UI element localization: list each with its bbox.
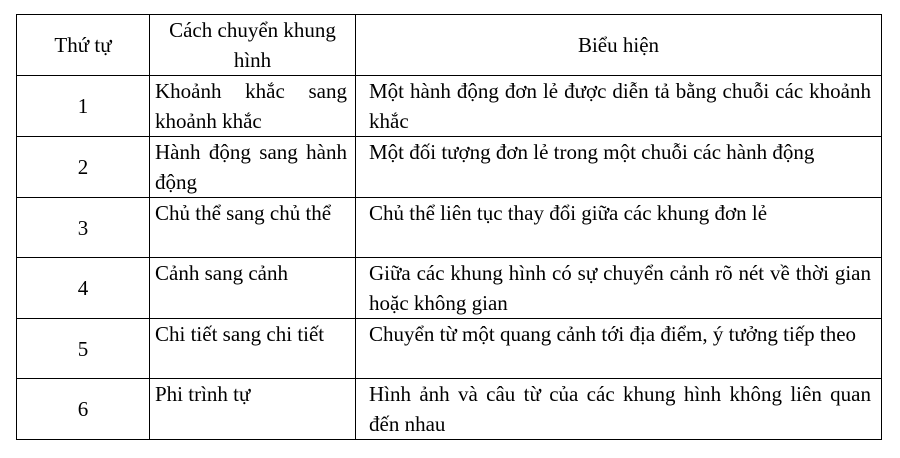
expression-cell: Giữa các khung hình có sự chuyển cảnh rõ nét về thời gian hoặc không gian <box>356 258 882 319</box>
order-cell: 1 <box>17 76 150 137</box>
expression-cell: Chuyển từ một quang cảnh tới địa điểm, ý tưởng tiếp theo <box>356 319 882 379</box>
transition-cell: Cảnh sang cảnh <box>150 258 356 319</box>
table-row <box>17 258 882 319</box>
expression-cell: Hình ảnh và câu từ của các khung hình không liên quan đến nhau <box>356 379 882 440</box>
expression-cell: Chủ thể liên tục thay đổi giữa các khung đơn lẻ <box>356 198 882 258</box>
order-cell: 2 <box>17 137 150 198</box>
order-cell: 5 <box>17 319 150 379</box>
table-row <box>17 379 882 440</box>
header-order: Thứ tự <box>17 15 150 76</box>
header-expression: Biểu hiện <box>356 15 882 76</box>
order-cell: 4 <box>17 258 150 319</box>
transition-table <box>16 14 882 440</box>
table-header-row <box>17 15 882 76</box>
table-row <box>17 198 882 258</box>
table-row <box>17 76 882 137</box>
transition-cell: Chi tiết sang chi tiết <box>150 319 356 379</box>
transition-cell: Phi trình tự <box>150 379 356 440</box>
table-row <box>17 137 882 198</box>
header-transition: Cách chuyển khung hình <box>150 15 356 76</box>
transition-cell: Khoảnh khắc sang khoảnh khắc <box>150 76 356 137</box>
table-row <box>17 319 882 379</box>
expression-cell: Một hành động đơn lẻ được diễn tả bằng chuỗi các khoảnh khắc <box>356 76 882 137</box>
order-cell: 3 <box>17 198 150 258</box>
expression-cell: Một đối tượng đơn lẻ trong một chuỗi các hành động <box>356 137 882 198</box>
order-cell: 6 <box>17 379 150 440</box>
transition-cell: Hành động sang hành động <box>150 137 356 198</box>
transition-cell: Chủ thể sang chủ thể <box>150 198 356 258</box>
